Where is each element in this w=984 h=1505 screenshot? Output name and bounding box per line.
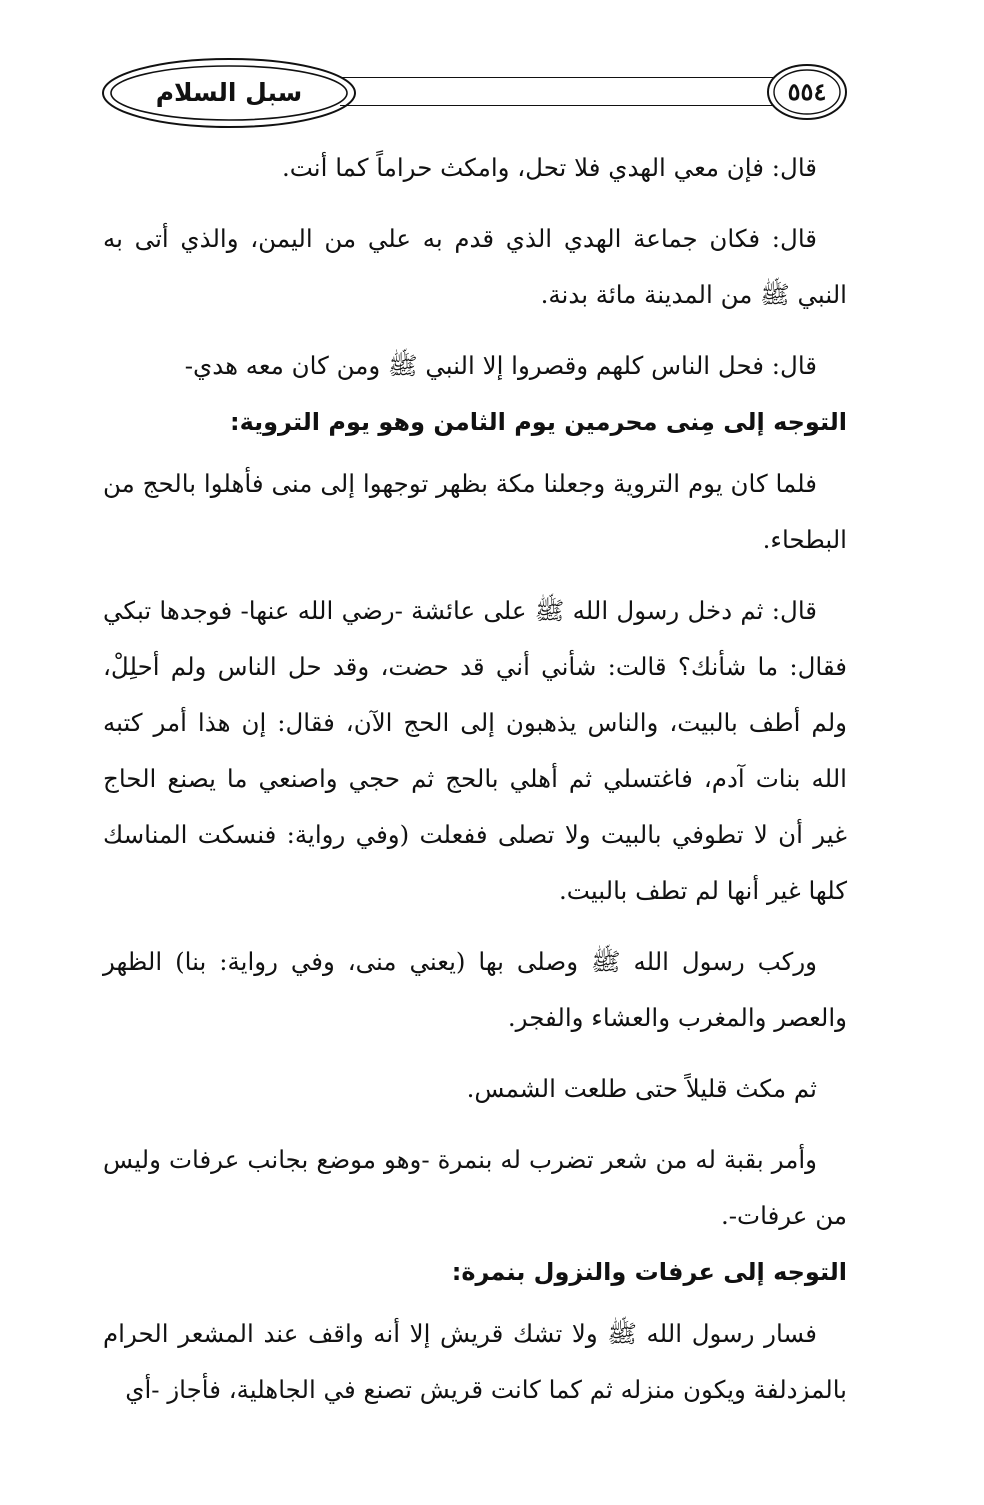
- paragraph: [103, 140, 847, 196]
- paragraph-text: وأمر بقبة له من شعر تضرب له بنمرة -وهو موضع بجانب عرفات وليس من عرفات-.: [103, 1145, 847, 1230]
- book-title: سبل السلام: [155, 78, 303, 107]
- paragraph: [103, 456, 847, 568]
- paragraph: [103, 934, 847, 1046]
- paragraph: [103, 1306, 847, 1418]
- paragraph-text: ثم مكث قليلاً حتى طلعت الشمس.: [466, 1074, 817, 1103]
- paragraph-text: قال: ثم دخل رسول الله ﷺ على عائشة -رضي الله عنها- فوجدها تبكي فقال: ما شأنك؟ قالت: شأني أني قد حضت، وقد حل الناس ولم أحلِلْ، ولم أطف بالبيت، والناس يذهبون إلى الحج الآن، فقال: إن هذا أمر كتبه الله بنات آدم، فاغتسلي ثم أهلي بالحج ثم حجي واصنعي ما يصنع الحاج غير أن لا تطوفي بالبيت ولا تصلى ففعلت (وفي رواية: فنسكت المناسك كلها غير أنها لم تطف بالبيت.: [103, 596, 847, 905]
- paragraph: [103, 1132, 847, 1244]
- page-number: ٥٥٤: [787, 77, 827, 106]
- header-rule-top: [340, 77, 778, 78]
- paragraph-text: فسار رسول الله ﷺ ولا تشك قريش إلا أنه واقف عند المشعر الحرام بالمزدلفة ويكون منزله ثم كما كانت قريش تصنع في الجاهلية، فأجاز -أي: [103, 1319, 847, 1404]
- paragraph-text: وركب رسول الله ﷺ وصلى بها (يعني منى، وفي رواية: بنا) الظهر والعصر والمغرب والعشاء والفجر.: [103, 947, 847, 1032]
- paragraph: [103, 211, 847, 323]
- section-heading: التوجه إلى مِنى محرمين يوم الثامن وهو يوم التروية:: [229, 408, 847, 436]
- paragraph-text: قال: فحل الناس كلهم وقصروا إلا النبي ﷺ ومن كان معه هدي-: [184, 351, 817, 380]
- paragraph: [103, 1061, 847, 1117]
- paragraph: [103, 338, 847, 394]
- header-rule-bottom: [340, 105, 778, 106]
- paragraph-text: قال: فإن معي الهدي فلا تحل، وامكث حراماً كما أنت.: [281, 153, 817, 182]
- page-body: [103, 140, 847, 1433]
- section-heading: التوجه إلى عرفات والنزول بنمرة:: [451, 1258, 847, 1286]
- paragraph: [103, 583, 847, 919]
- paragraph-text: قال: فكان جماعة الهدي الذي قدم به علي من اليمن، والذي أتى به النبي ﷺ من المدينة مائة بدنة.: [103, 224, 847, 309]
- paragraph-text: فلما كان يوم التروية وجعلنا مكة بظهر توجهوا إلى منى فأهلوا بالحج من البطحاء.: [103, 469, 847, 554]
- page-header: [100, 55, 848, 135]
